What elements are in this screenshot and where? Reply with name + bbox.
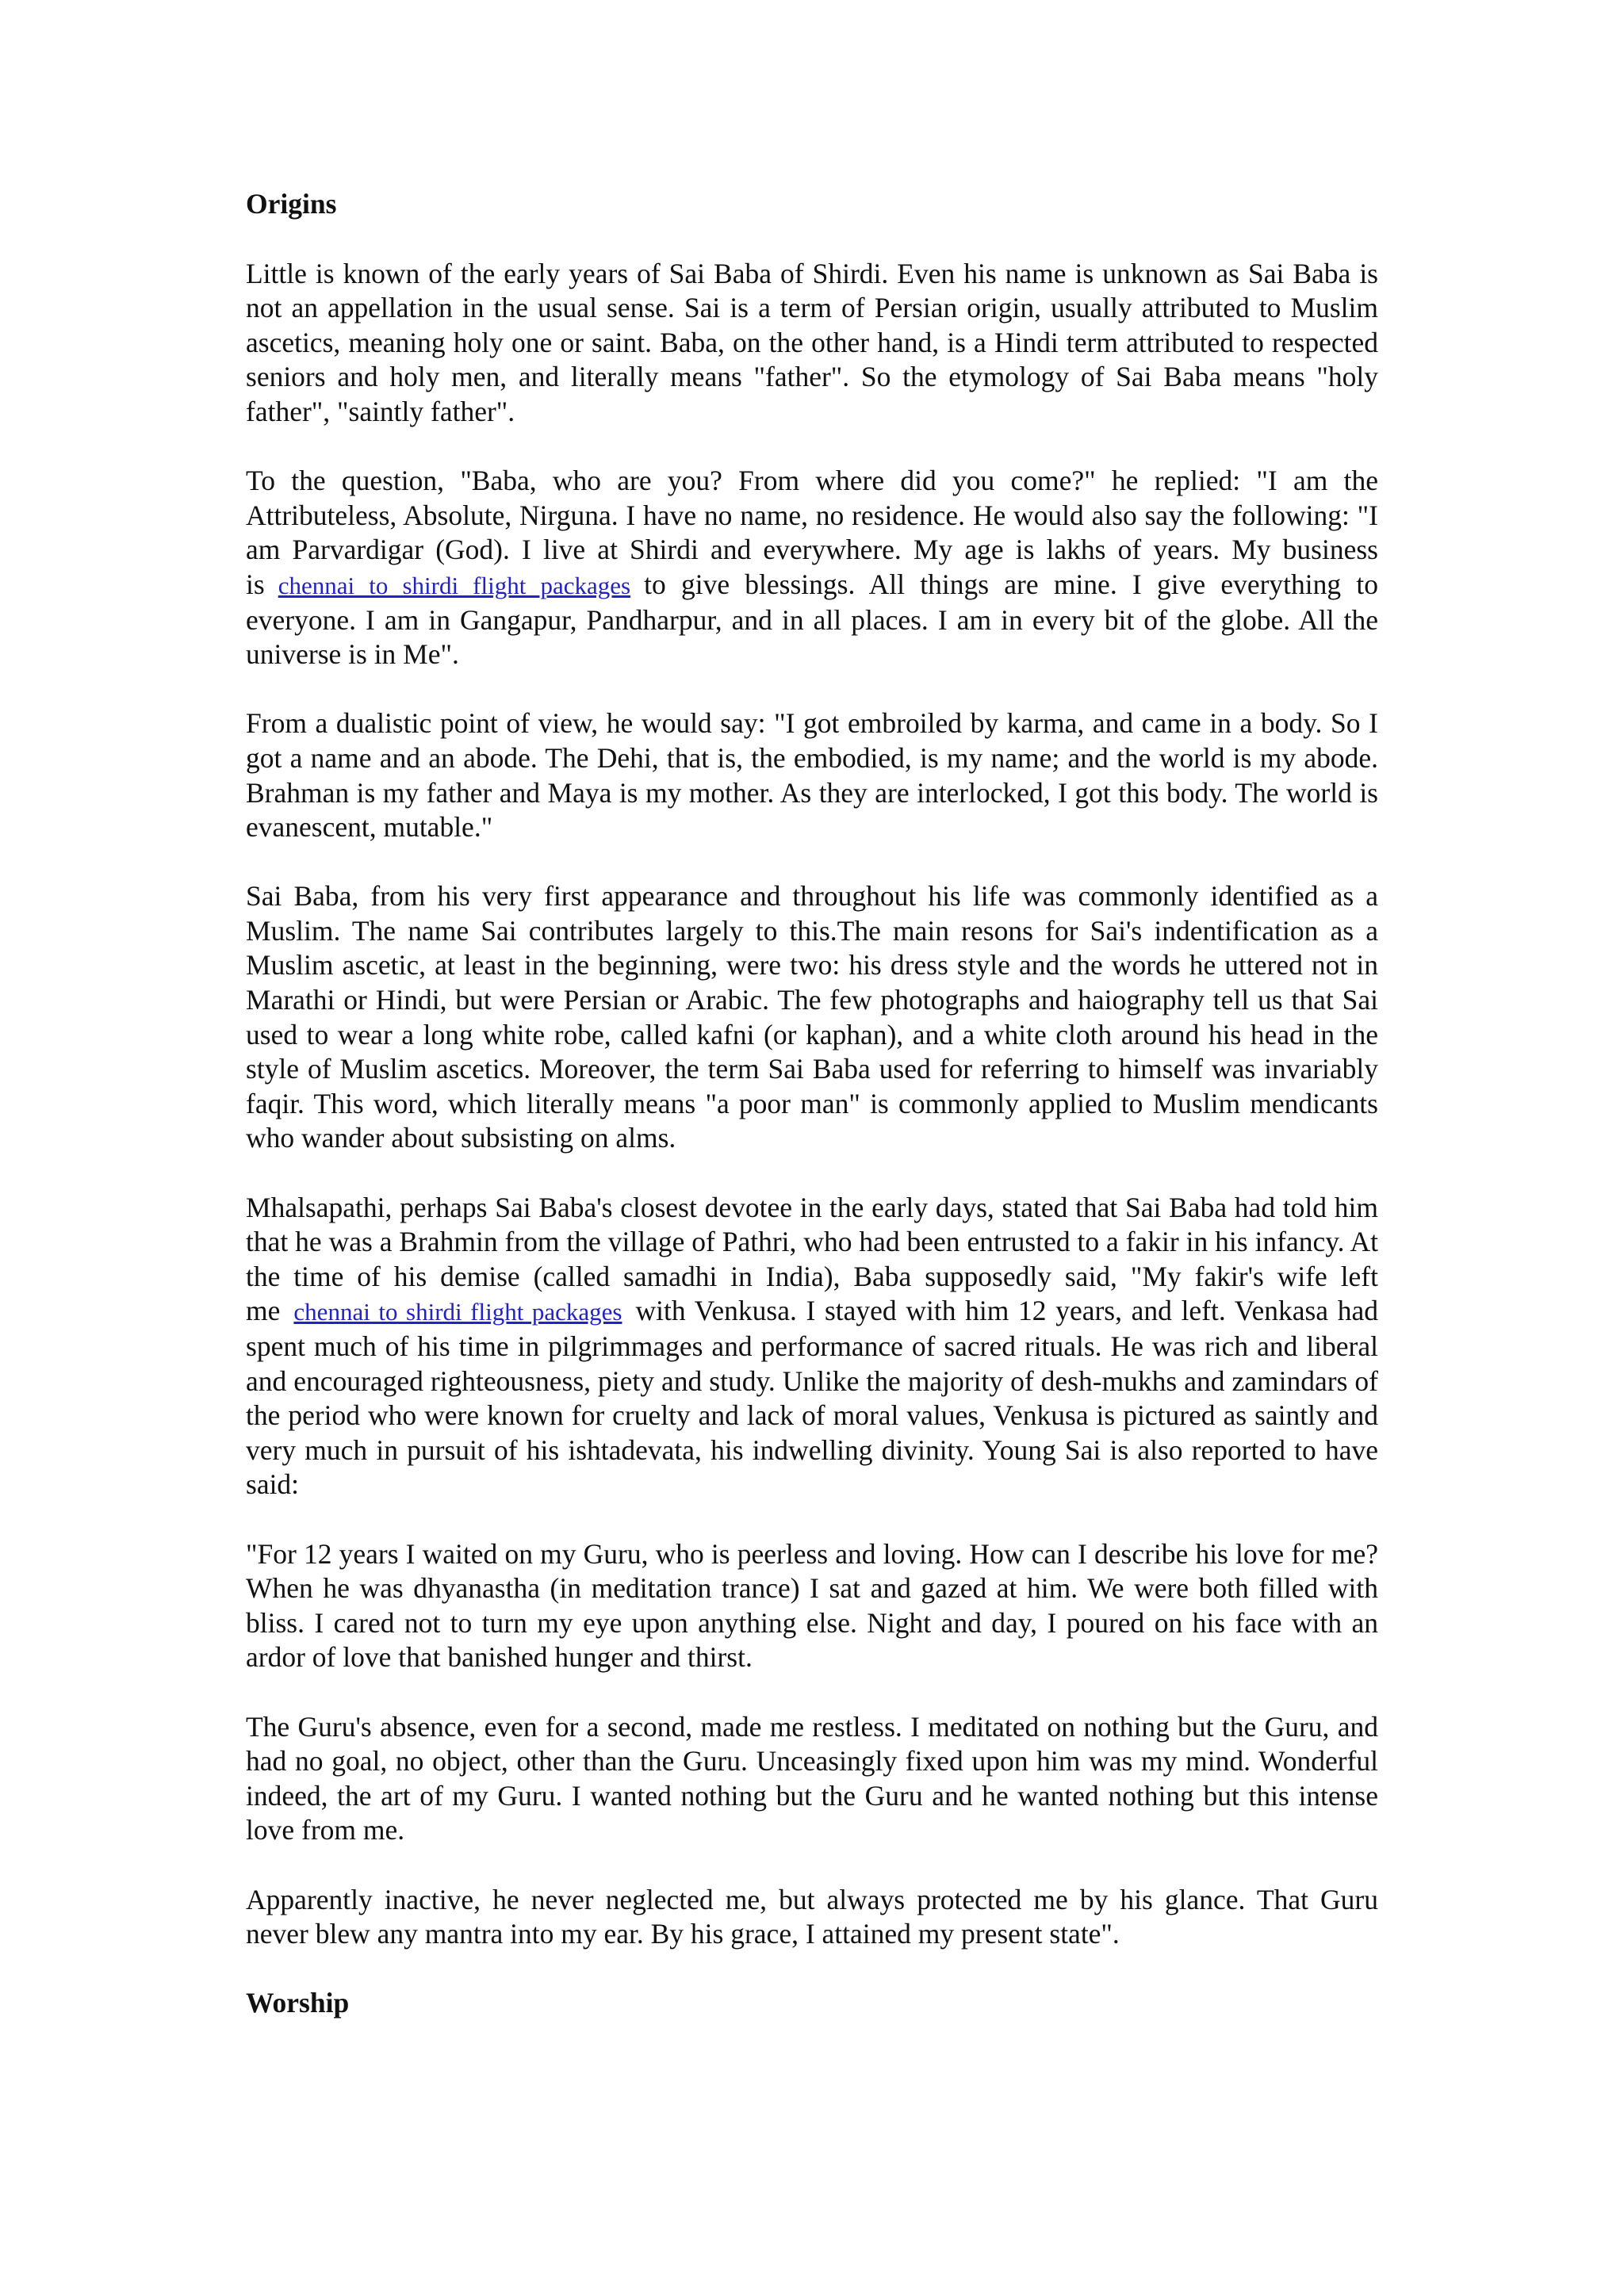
paragraph-guru-quote: "For 12 years I waited on my Guru, who is peerless and loving. How can I describe his love for me? When he was dhyanastha (in meditation trance) I sat and gazed at him. We were both filled with bliss. I cared not to turn my eye upon anything else. Night and day, I poured on his face with an ardor of love that banished hunger and thirst. xyxy=(246,1537,1378,1674)
paragraph-early-years: Little is known of the early years of Sai Baba of Shirdi. Even his name is unknown as Sai Baba is not an appellation in the usual sense. Sai is a term of Persian origin, usually attributed to Muslim ascetics, meaning holy one or saint. Baba, on the other hand, is a Hindi term attributed to respected seniors and holy men, and literally means "father". So the etymology of Sai Baba means "holy father", "saintly father". xyxy=(246,257,1378,427)
paragraph-text: To the question, "Baba, who are you? From where did you come?" he replied: "I am the Attributeless, Absolute, Nirguna. I have no name, no residence. He would also say the following: "I am Parvardigar (God). I live at Shirdi and everywhere. My age is lakhs of years. My business is xyxy=(246,465,1378,600)
flight-packages-link[interactable]: chennai to shirdi flight packages xyxy=(293,1298,622,1326)
paragraph-dualistic: From a dualistic point of view, he would say: "I got embroiled by karma, and came in a body. So I got a name and an abode. The Dehi, that is, the embodied, is my name; and the world is my abode. Brahman is my father and Maya is my mother. As they are interlocked, I got this body. The world is evanescent, mutable." xyxy=(246,707,1378,844)
paragraph-muslim-identity: Sai Baba, from his very first appearance and throughout his life was commonly identified as a Muslim. The name Sai contributes largely to this.The main resons for Sai's indentification as a Muslim ascetic, at least in the beginning, were two: his dress style and the words he uttered not in Marathi or Hindi, but were Persian or Arabic. The few photographs and haiography tell us that Sai used to wear a long white robe, called kafni (or kaphan), and a white cloth around his head in the style of Muslim ascetics. Moreover, the term Sai Baba used for referring to himself was invariably faqir. This word, which literally means "a poor man" is commonly applied to Muslim mendicants who wander about subsisting on alms. xyxy=(246,880,1378,1154)
paragraph-guru-absence: The Guru's absence, even for a second, made me restless. I meditated on nothing but the Guru, and had no goal, no object, other than the Guru. Unceasingly fixed upon him was my mind. Wonderful indeed, the art of my Guru. I wanted nothing but the Guru and he wanted nothing but this intense love from me. xyxy=(246,1710,1378,1846)
paragraph-text: to give blessings. All things are mine. I give everything to everyone. I am in Gangapur, Pandharpur, and in all places. I am in every bit of the globe. All the universe is in Me". xyxy=(246,568,1378,671)
paragraph-who-are-you xyxy=(246,464,1378,672)
heading-worship: Worship xyxy=(246,1987,350,2019)
paragraph-text: with Venkusa. I stayed with him 12 years, and left. Venkasa had spent much of his time in pilgrimmages and performance of sacred rituals. He was rich and liberal and encouraged righteousness, piety and study. Unlike the majority of desh-mukhs and zamindars of the period who were known for cruelty and lack of moral values, Venkusa is pictured as saintly and very much in pursuit of his ishtadevata, his indwelling divinity. Young Sai is also reported to have said: xyxy=(246,1295,1378,1501)
flight-packages-link[interactable]: chennai to shirdi flight packages xyxy=(278,571,631,599)
paragraph-inactive: Apparently inactive, he never neglected me, but always protected me by his glance. That Guru never blew any mantra into my ear. By his grace, I attained my present state". xyxy=(246,1883,1378,1950)
paragraph-text: Mhalsapathi, perhaps Sai Baba's closest devotee in the early days, stated that Sai Baba had told him that he was a Brahmin from the village of Pathri, who had been entrusted to a fakir in his infancy. At the time of his demise (called samadhi in India), Baba supposedly said, "My fakir's wife left me xyxy=(246,1191,1378,1327)
heading-origins: Origins xyxy=(246,188,337,220)
paragraph-mhalsapathi xyxy=(246,1191,1378,1502)
document-page xyxy=(246,187,1378,2056)
